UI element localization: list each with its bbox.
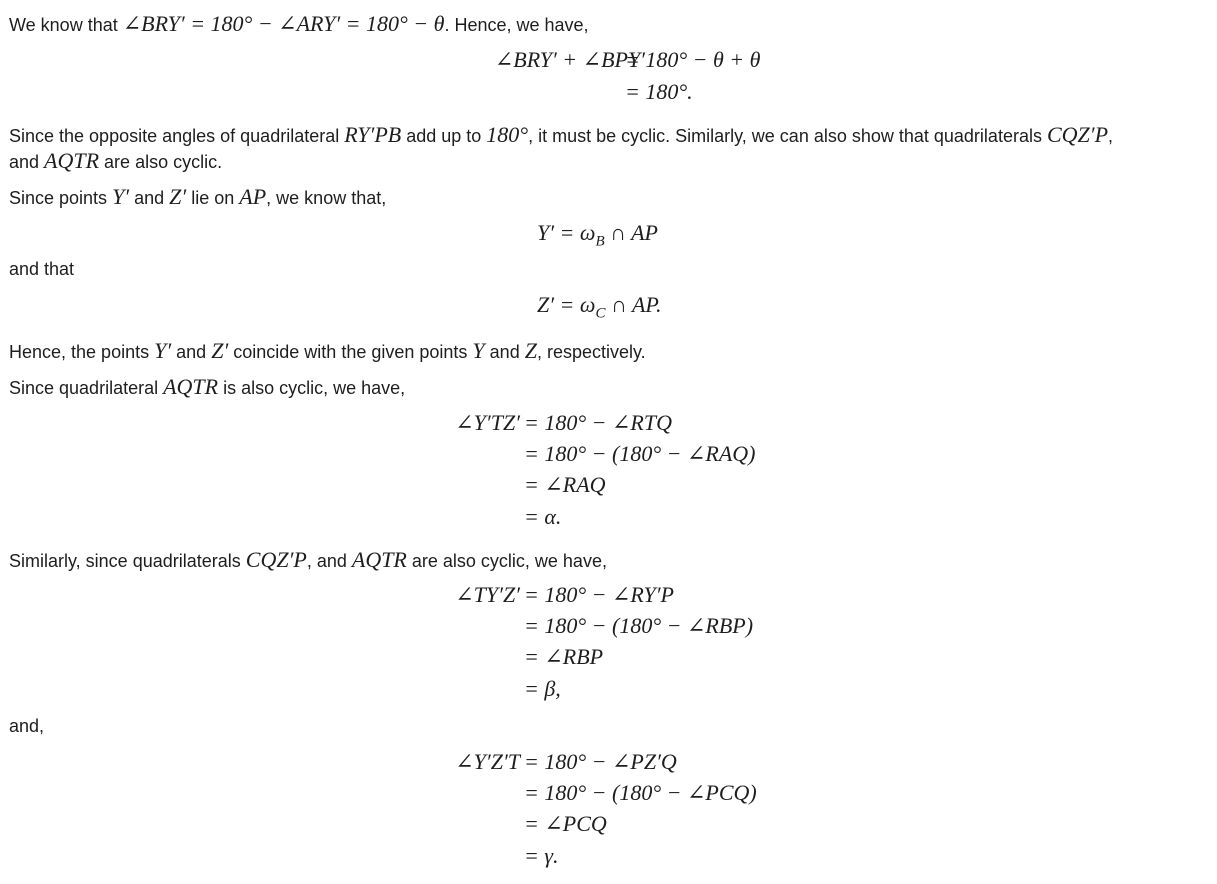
text: coincide with the given points bbox=[228, 342, 473, 362]
math-inline: CQZ′P bbox=[1046, 122, 1109, 147]
text: and bbox=[484, 342, 525, 362]
equation-row: = 180° − ∠RTQ bbox=[524, 410, 672, 435]
equation-row: = α. bbox=[524, 504, 562, 529]
paragraph-points-on-ap bbox=[9, 185, 386, 210]
text: Similarly, since quadrilaterals bbox=[9, 551, 246, 571]
equation-row: = 180° − ∠RY′P bbox=[524, 582, 674, 607]
equation-row: = 180° − ∠PZ′Q bbox=[524, 749, 677, 774]
math-inline: AQTR bbox=[351, 547, 407, 572]
math-inline: ∠BRY′ = 180° − ∠ARY′ = 180° − θ bbox=[122, 11, 445, 36]
paragraph-aqtr-cyclic bbox=[9, 375, 405, 400]
math-inline: Y′ bbox=[154, 338, 172, 363]
text: Hence, the points bbox=[9, 342, 155, 362]
math-inline: AQTR bbox=[44, 148, 100, 173]
paragraph-cyclic-cont bbox=[9, 149, 222, 174]
math-inline: Z′ bbox=[211, 338, 229, 363]
text: We know that bbox=[9, 15, 123, 35]
text: , and bbox=[306, 551, 352, 571]
equation-row: = 180° − (180° − ∠RBP) bbox=[524, 613, 754, 638]
math-inline: 180° bbox=[486, 122, 529, 147]
math-inline: AP bbox=[239, 184, 267, 209]
equation-row: = ∠RBP bbox=[524, 644, 604, 669]
text: Since points bbox=[9, 188, 113, 208]
text: and, bbox=[9, 716, 45, 736]
equation-row: = γ. bbox=[524, 843, 559, 868]
equation-row: = β, bbox=[524, 676, 561, 701]
text: and that bbox=[9, 259, 75, 279]
text: and bbox=[9, 152, 45, 172]
equation-y-prime: $Y' = \omega_B$ ∩ AP bbox=[537, 220, 658, 250]
math-inline: RY′PB bbox=[344, 122, 402, 147]
paragraph-cyclic bbox=[9, 123, 1113, 148]
math-inline: Z bbox=[524, 338, 537, 363]
text: and bbox=[171, 342, 212, 362]
text: Since quadrilateral bbox=[9, 378, 164, 398]
paragraph-and-that bbox=[9, 257, 74, 281]
math-inline: AQTR bbox=[163, 374, 219, 399]
equation-row: = ∠RAQ bbox=[524, 472, 606, 497]
equation-lhs: ∠TY′Z′ bbox=[455, 582, 520, 607]
text: add up to bbox=[401, 126, 487, 146]
math-inline: Y bbox=[472, 338, 485, 363]
text: and bbox=[129, 188, 170, 208]
text: . Hence, we have, bbox=[444, 15, 589, 35]
text: , it must be cyclic. Similarly, we can also show that quadrilaterals bbox=[528, 126, 1047, 146]
equation-lhs: ∠BRY′ + ∠BPY′ bbox=[494, 47, 645, 72]
text: , respectively. bbox=[536, 342, 646, 362]
paragraph-and bbox=[9, 714, 44, 738]
equation-lhs: ∠Y′Z′T bbox=[455, 749, 520, 774]
paragraph-intro bbox=[9, 12, 589, 37]
equation-row: = 180° − (180° − ∠RAQ) bbox=[524, 441, 756, 466]
paragraph-coincide bbox=[9, 339, 646, 364]
equation-row: = 180° − (180° − ∠PCQ) bbox=[524, 780, 757, 805]
paragraph-similarly bbox=[9, 548, 607, 573]
text: is also cyclic, we have, bbox=[218, 378, 406, 398]
text: , we know that, bbox=[266, 188, 387, 208]
equation-row: = ∠PCQ bbox=[524, 811, 607, 836]
math-inline: CQZ′P bbox=[245, 547, 307, 572]
math-inline: Z′ bbox=[169, 184, 187, 209]
equation-row: = 180°. bbox=[625, 79, 693, 104]
equation-row: = 180° − θ + θ bbox=[625, 47, 761, 72]
text: are also cyclic. bbox=[99, 152, 223, 172]
text: lie on bbox=[186, 188, 240, 208]
equation-z-prime: $Z' = \omega_C$ ∩ AP. bbox=[537, 292, 662, 322]
equation-lhs: ∠Y′TZ′ bbox=[455, 410, 520, 435]
math-inline: Y′ bbox=[112, 184, 130, 209]
text: are also cyclic, we have, bbox=[406, 551, 607, 571]
text: , bbox=[1108, 126, 1114, 146]
text: Since the opposite angles of quadrilateral bbox=[9, 126, 345, 146]
